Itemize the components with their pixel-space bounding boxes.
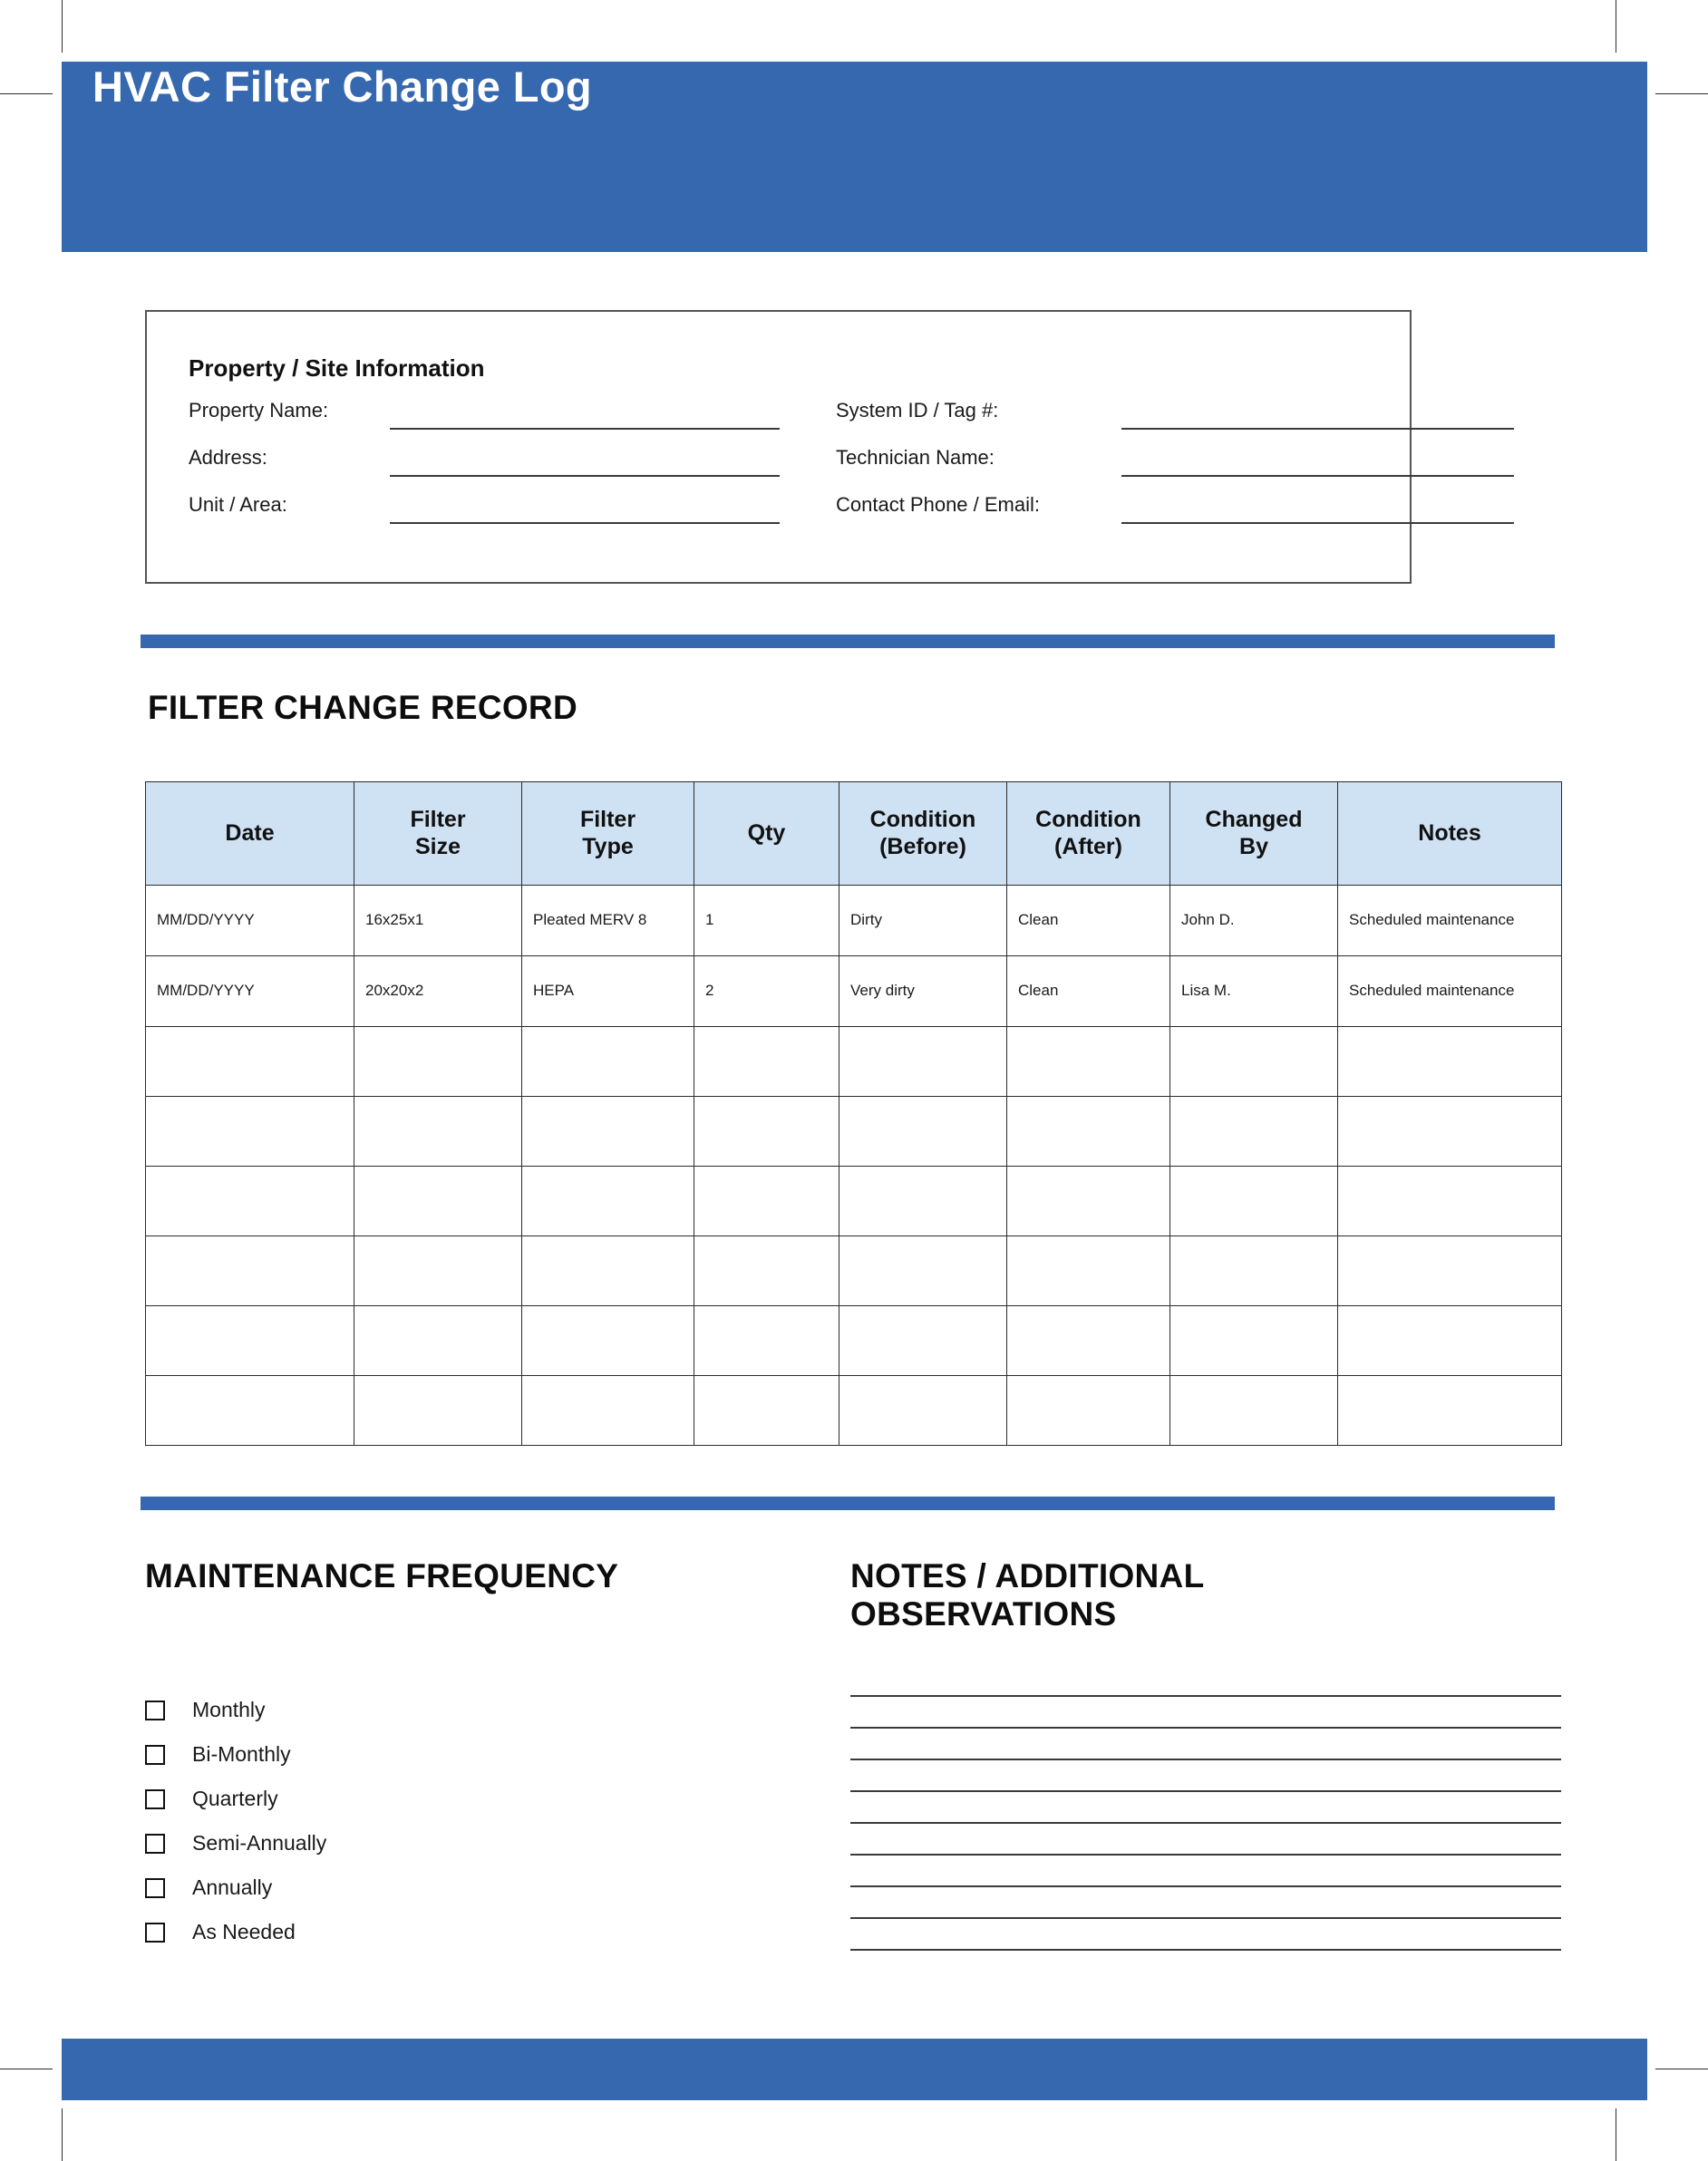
notes-write-line[interactable] [850, 1790, 1561, 1792]
table-row-empty[interactable] [146, 1376, 1562, 1446]
cell-empty[interactable] [146, 1236, 354, 1306]
cell-empty[interactable] [354, 1097, 522, 1167]
field-unit-area-input[interactable] [390, 522, 780, 524]
cell-empty[interactable] [1338, 1306, 1562, 1376]
cell-condition-after[interactable]: Clean [1007, 886, 1170, 956]
field-system-id-label: System ID / Tag #: [836, 399, 999, 422]
notes-write-line[interactable] [850, 1759, 1561, 1760]
frequency-option-label: Bi-Monthly [192, 1742, 291, 1766]
field-property-name-input[interactable] [390, 428, 780, 430]
checkbox-icon[interactable] [145, 1745, 165, 1765]
cell-empty[interactable] [354, 1027, 522, 1097]
cell-qty[interactable]: 2 [694, 956, 839, 1027]
notes-write-line[interactable] [850, 1917, 1561, 1919]
section-divider-top [141, 635, 1555, 648]
cell-empty[interactable] [522, 1097, 694, 1167]
cell-date[interactable]: MM/DD/YYYY [146, 886, 354, 956]
cell-condition-after[interactable]: Clean [1007, 956, 1170, 1027]
column-header-condition-after-line2: (After) [1054, 833, 1122, 859]
field-technician-name[interactable] [836, 446, 1514, 477]
column-header-filter-type-line1: Filter [579, 807, 636, 832]
cell-empty[interactable] [694, 1167, 839, 1236]
cell-empty[interactable] [839, 1306, 1007, 1376]
frequency-option-label: Semi-Annually [192, 1831, 327, 1855]
cell-empty[interactable] [1338, 1376, 1562, 1446]
table-row-empty[interactable] [146, 1027, 1562, 1097]
cell-empty[interactable] [839, 1097, 1007, 1167]
notes-write-line[interactable] [850, 1695, 1561, 1697]
cell-empty[interactable] [1007, 1306, 1170, 1376]
field-property-name-label: Property Name: [189, 399, 329, 422]
crop-mark-top-left-horizontal [0, 93, 53, 94]
cell-filter-type[interactable]: HEPA [522, 956, 694, 1027]
frequency-option-label: Annually [192, 1875, 273, 1899]
column-header-date-line1: Date [225, 819, 275, 846]
cell-empty[interactable] [354, 1306, 522, 1376]
column-header-condition-before [839, 782, 1007, 886]
column-header-filter-type [522, 782, 694, 886]
filter-change-record-body [146, 886, 1562, 1446]
filter-change-record-heading: FILTER CHANGE RECORD [148, 689, 577, 726]
cell-changed-by[interactable]: John D. [1170, 886, 1338, 956]
cell-changed-by[interactable]: Lisa M. [1170, 956, 1338, 1027]
field-contact-phone-email-label: Contact Phone / Email: [836, 493, 1041, 516]
table-row-empty[interactable] [146, 1097, 1562, 1167]
cell-empty[interactable] [522, 1306, 694, 1376]
column-header-condition-after [1007, 782, 1170, 886]
filter-change-record-table [145, 781, 1562, 1446]
column-header-filter-size [354, 782, 522, 886]
cell-empty[interactable] [1338, 1167, 1562, 1236]
column-header-date [146, 782, 354, 886]
cell-empty[interactable] [694, 1097, 839, 1167]
column-header-notes [1338, 782, 1562, 886]
column-header-notes-line1: Notes [1418, 819, 1481, 846]
notes-observations-lines [850, 1695, 1561, 1981]
cell-empty[interactable] [1338, 1236, 1562, 1306]
frequency-option-annually[interactable] [145, 1865, 326, 1910]
cell-empty[interactable] [146, 1027, 354, 1097]
crop-mark-top-left-vertical [62, 0, 63, 53]
cell-empty[interactable] [146, 1306, 354, 1376]
column-header-changed-by-line2: By [1239, 833, 1268, 859]
checkbox-icon[interactable] [145, 1923, 165, 1943]
cell-empty[interactable] [839, 1236, 1007, 1306]
frequency-option-label: Quarterly [192, 1787, 278, 1810]
table-header-row [146, 782, 1562, 886]
cell-empty[interactable] [1007, 1097, 1170, 1167]
cell-empty[interactable] [1007, 1376, 1170, 1446]
cell-empty[interactable] [1170, 1027, 1338, 1097]
frequency-option-label: As Needed [192, 1920, 296, 1943]
column-header-qty [694, 782, 839, 886]
notes-write-line[interactable] [850, 1885, 1561, 1887]
field-contact-phone-email-input[interactable] [1121, 522, 1514, 524]
maintenance-frequency-list [145, 1688, 326, 1954]
column-header-filter-size-line1: Filter [410, 807, 466, 832]
frequency-option-as-needed[interactable] [145, 1910, 326, 1954]
column-header-changed-by-line1: Changed [1205, 807, 1303, 832]
table-row-empty[interactable] [146, 1306, 1562, 1376]
crop-mark-bottom-left-vertical [62, 2108, 63, 2161]
cell-empty[interactable] [1170, 1167, 1338, 1236]
cell-empty[interactable] [1338, 1027, 1562, 1097]
field-unit-area-label: Unit / Area: [189, 493, 287, 516]
section-divider-bottom [141, 1497, 1555, 1510]
cell-empty[interactable] [522, 1027, 694, 1097]
cell-empty[interactable] [694, 1027, 839, 1097]
column-header-filter-size-line2: Size [414, 833, 461, 859]
cell-condition-before[interactable]: Dirty [839, 886, 1007, 956]
table-row-empty[interactable] [146, 1167, 1562, 1236]
maintenance-frequency-heading: MAINTENANCE FREQUENCY [145, 1557, 619, 1594]
frequency-option-label: Monthly [192, 1698, 266, 1721]
field-unit-area[interactable] [189, 493, 787, 524]
notes-write-line[interactable] [850, 1822, 1561, 1824]
checkbox-icon[interactable] [145, 1701, 165, 1720]
frequency-option-monthly[interactable] [145, 1688, 326, 1732]
crop-mark-top-right-horizontal [1655, 93, 1708, 94]
cell-notes[interactable]: Scheduled maintenance [1338, 956, 1562, 1027]
field-contact-phone-email[interactable] [836, 493, 1514, 524]
notes-write-line[interactable] [850, 1854, 1561, 1856]
notes-observations-heading: NOTES / ADDITIONAL OBSERVATIONS [850, 1557, 1204, 1633]
footer-banner [62, 2039, 1647, 2100]
column-header-condition-before-line2: (Before) [879, 833, 966, 859]
cell-empty[interactable] [1007, 1167, 1170, 1236]
checkbox-icon[interactable] [145, 1878, 165, 1898]
column-header-condition-before-line1: Condition [869, 807, 976, 832]
frequency-option-semi-annually[interactable] [145, 1821, 326, 1865]
cell-qty[interactable]: 1 [694, 886, 839, 956]
cell-condition-before[interactable]: Very dirty [839, 956, 1007, 1027]
cell-empty[interactable] [354, 1236, 522, 1306]
column-header-condition-after-line1: Condition [1035, 807, 1141, 832]
field-technician-name-label: Technician Name: [836, 446, 995, 469]
cell-empty[interactable] [1170, 1306, 1338, 1376]
cell-empty[interactable] [1170, 1236, 1338, 1306]
field-property-name[interactable] [189, 399, 787, 430]
cell-empty[interactable] [1338, 1097, 1562, 1167]
cell-empty[interactable] [522, 1167, 694, 1236]
cell-empty[interactable] [1170, 1376, 1338, 1446]
checkbox-icon[interactable] [145, 1834, 165, 1854]
cell-date[interactable]: MM/DD/YYYY [146, 956, 354, 1027]
cell-empty[interactable] [839, 1376, 1007, 1446]
notes-write-line[interactable] [850, 1949, 1561, 1951]
cell-empty[interactable] [522, 1376, 694, 1446]
cell-empty[interactable] [146, 1167, 354, 1236]
cell-empty[interactable] [694, 1306, 839, 1376]
column-header-filter-type-line2: Type [582, 833, 634, 859]
cell-empty[interactable] [694, 1236, 839, 1306]
property-site-info-heading: Property / Site Information [189, 354, 485, 382]
field-address[interactable] [189, 446, 787, 477]
cell-empty[interactable] [1170, 1097, 1338, 1167]
table-row[interactable] [146, 886, 1562, 956]
cell-empty[interactable] [1007, 1236, 1170, 1306]
field-address-input[interactable] [390, 475, 780, 477]
frequency-option-quarterly[interactable] [145, 1777, 326, 1821]
cell-empty[interactable] [839, 1167, 1007, 1236]
field-system-id-input[interactable] [1121, 428, 1514, 430]
cell-empty[interactable] [1007, 1027, 1170, 1097]
cell-filter-size[interactable]: 20x20x2 [354, 956, 522, 1027]
page-title: HVAC Filter Change Log [92, 63, 593, 111]
column-header-changed-by [1170, 782, 1338, 886]
column-header-qty-line1: Qty [747, 819, 786, 846]
cell-empty[interactable] [839, 1027, 1007, 1097]
field-system-id[interactable] [836, 399, 1514, 430]
frequency-option-bi-monthly[interactable] [145, 1732, 326, 1777]
cell-empty[interactable] [354, 1167, 522, 1236]
field-technician-name-input[interactable] [1121, 475, 1514, 477]
table-row[interactable] [146, 956, 1562, 1027]
cell-empty[interactable] [146, 1097, 354, 1167]
cell-empty[interactable] [522, 1236, 694, 1306]
cell-filter-type[interactable]: Pleated MERV 8 [522, 886, 694, 956]
field-address-label: Address: [189, 446, 267, 469]
notes-write-line[interactable] [850, 1727, 1561, 1729]
cell-notes[interactable]: Scheduled maintenance [1338, 886, 1562, 956]
cell-empty[interactable] [354, 1376, 522, 1446]
cell-empty[interactable] [146, 1376, 354, 1446]
cell-filter-size[interactable]: 16x25x1 [354, 886, 522, 956]
cell-empty[interactable] [694, 1376, 839, 1446]
table-row-empty[interactable] [146, 1236, 1562, 1306]
checkbox-icon[interactable] [145, 1789, 165, 1809]
